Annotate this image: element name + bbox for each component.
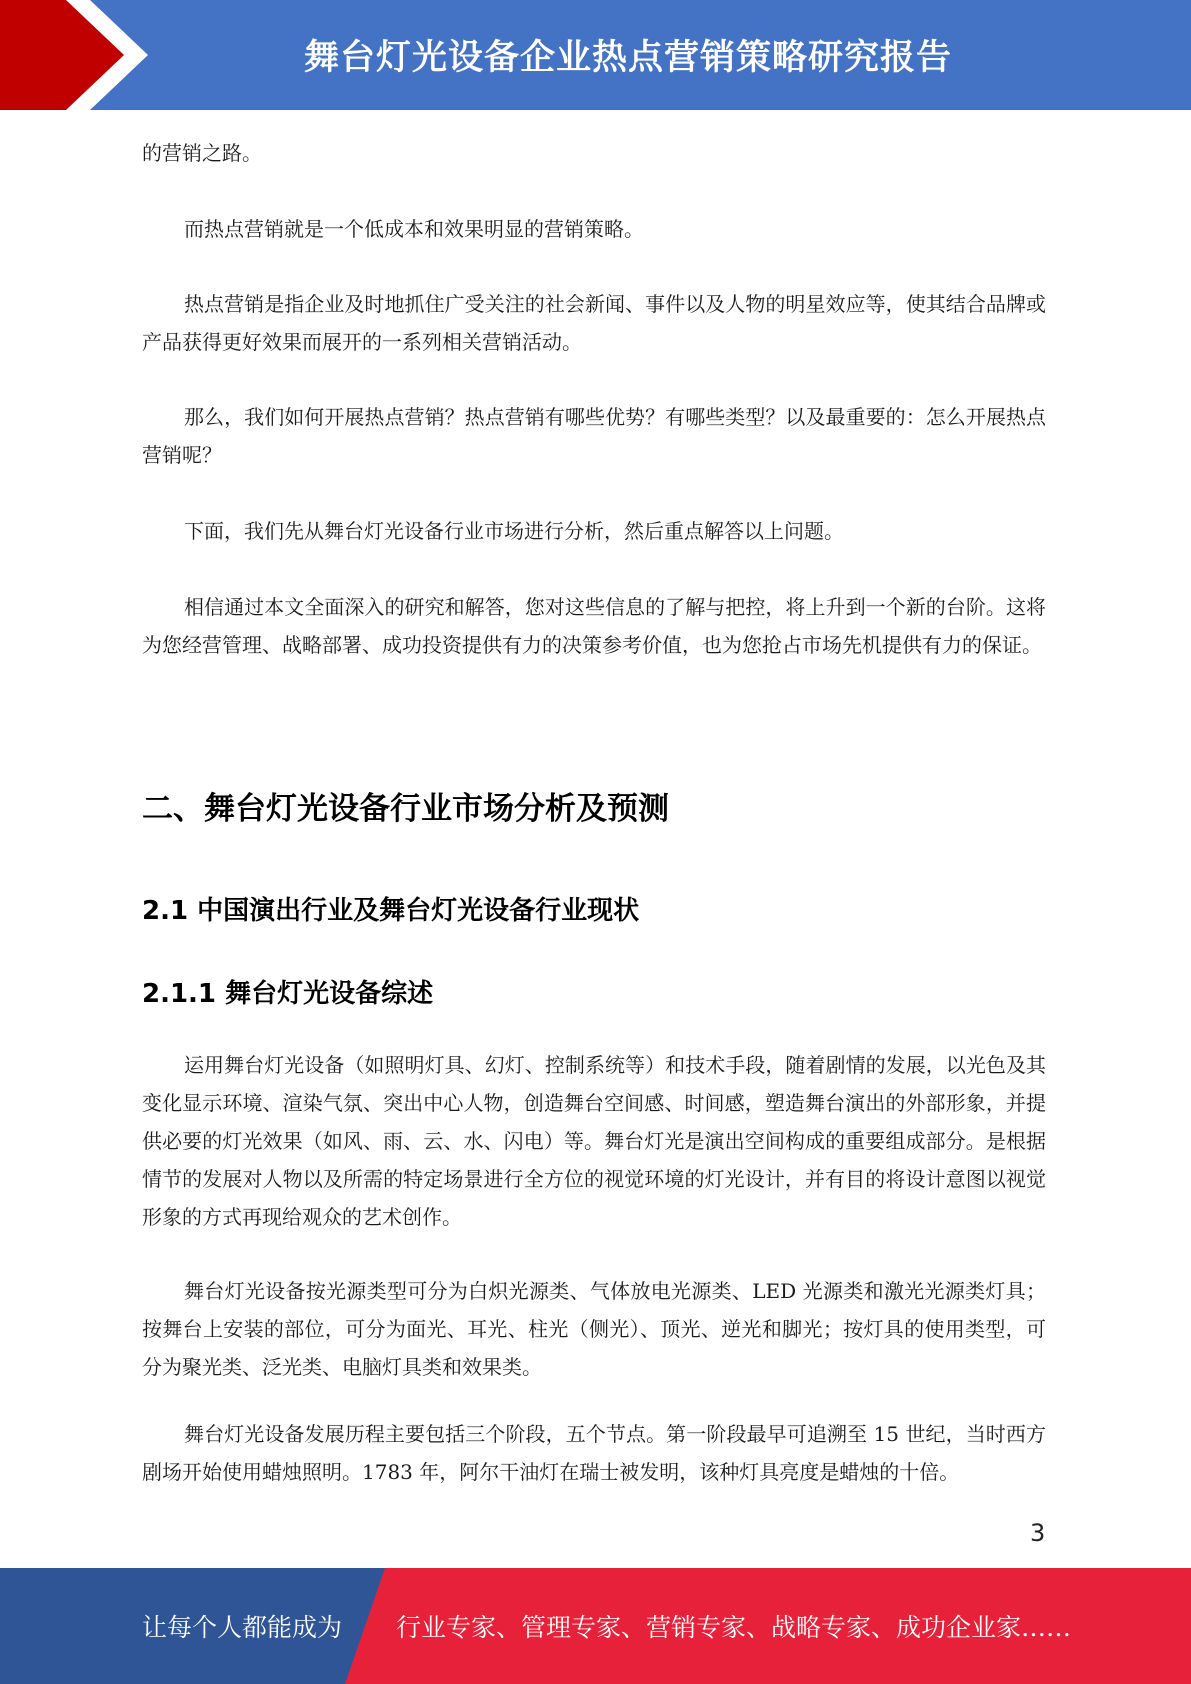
paragraph: 运用舞台灯光设备（如照明灯具、幻灯、控制系统等）和技术手段，随着剧情的发展，以光色及其变化显示环境、渲染气氛、突出中心人物，创造舞台空间感、时间感，塑造舞台演出的外部形象，并提供必要的灯光效果（如风、雨、云、水、闪电）等。舞台灯光是演出空间构成的重要组成部分。是根据情节的发展对人物以及所需的特定场景进行全方位的视觉环境的灯光设计，并有目的将设计意图以视觉形象的方式再现给观众的艺术创作。 [142,1053,1046,1229]
paragraph: 热点营销是指企业及时地抓住广受关注的社会新闻、事件以及人物的明星效应等，使其结合品牌或产品获得更好效果而展开的一系列相关营销活动。 [142,292,1046,354]
footer-slogan-left: 让每个人都能成为 [142,1613,343,1642]
header-banner [0,0,1191,110]
paragraph: 舞台灯光设备发展历程主要包括三个阶段，五个节点。第一阶段最早可追溯至 15 世纪，当时西方剧场开始使用蜡烛照明。1783 年，阿尔干油灯在瑞士被发明，该种灯具亮度是蜡烛的十倍。 [142,1422,1046,1484]
paragraph: 舞台灯光设备按光源类型可分为白炽光源类、气体放电光源类、LED 光源类和激光光源类灯具；按舞台上安装的部位，可分为面光、耳光、柱光（侧光）、顶光、逆光和脚光；按灯具的使用类型，可分为聚光类、泛光类、电脑灯具类和效果类。 [142,1279,1046,1379]
paragraph: 的营销之路。 [142,141,262,165]
subsubsection-heading: 2.1.1 舞台灯光设备综述 [142,979,434,1009]
subsection-heading: 2.1 中国演出行业及舞台灯光设备行业现状 [142,896,640,926]
section-heading: 二、舞台灯光设备行业市场分析及预测 [142,791,669,827]
page-number: 3 [1030,1519,1046,1547]
paragraph: 那么，我们如何开展热点营销？热点营销有哪些优势？有哪些类型？以及最重要的：怎么开展热点营销呢？ [142,405,1046,467]
paragraph: 下面，我们先从舞台灯光设备行业市场进行分析，然后重点解答以上问题。 [184,519,844,543]
paragraph: 而热点营销就是一个低成本和效果明显的营销策略。 [184,217,644,241]
footer-slogan-right: 行业专家、管理专家、营销专家、战略专家、成功企业家…… [396,1613,1072,1642]
report-title: 舞台灯光设备企业热点营销策略研究报告 [303,38,952,78]
footer-banner [0,1568,1191,1684]
paragraph: 相信通过本文全面深入的研究和解答，您对这些信息的了解与把控，将上升到一个新的台阶。这将为您经营管理、战略部署、成功投资提供有力的决策参考价值，也为您抢占市场先机提供有力的保证。 [142,595,1046,657]
